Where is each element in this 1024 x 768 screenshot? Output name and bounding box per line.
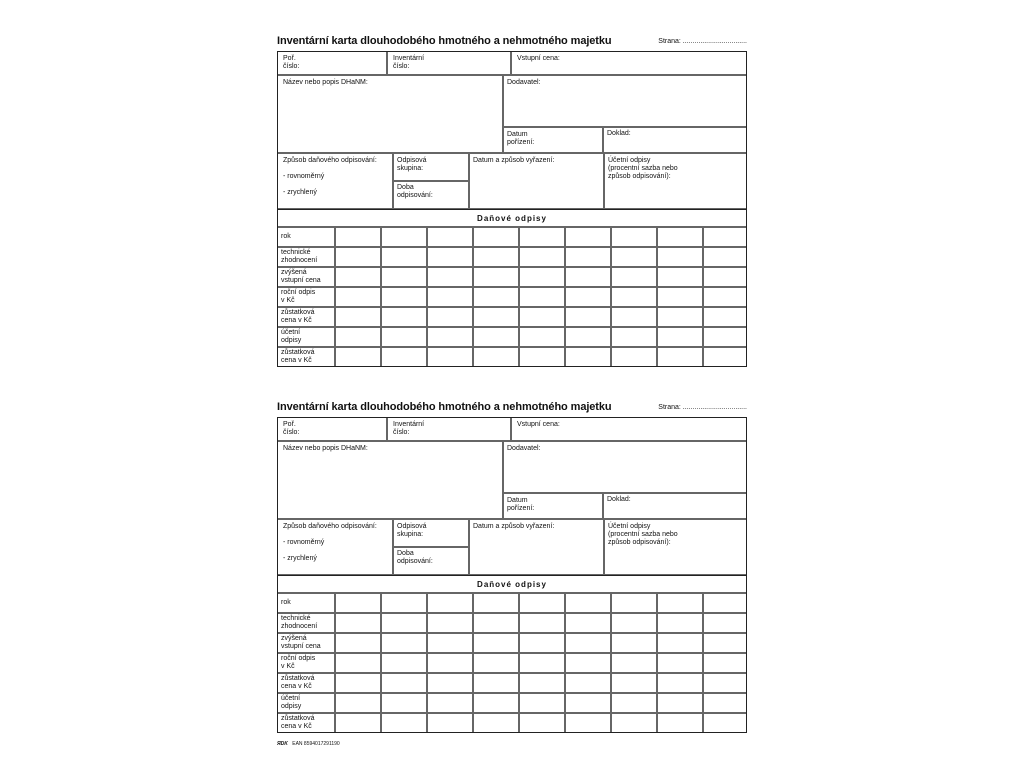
- grid-cell[interactable]: [335, 613, 381, 633]
- grid-cell[interactable]: [427, 247, 473, 267]
- grid-cell[interactable]: [657, 653, 703, 673]
- grid-cell[interactable]: [519, 347, 565, 367]
- grid-row-label: účetní odpisy: [281, 695, 302, 710]
- grid-cell[interactable]: [519, 593, 565, 613]
- grid-cell[interactable]: [611, 347, 657, 367]
- rovnomerny-option: - rovnoměrný: [283, 539, 325, 546]
- grid-cell[interactable]: [473, 247, 519, 267]
- ean-footer: [277, 741, 340, 747]
- grid-cell[interactable]: [519, 713, 565, 733]
- zrychleny-option: - zrychlený: [283, 555, 317, 562]
- page-number-field[interactable]: Strana: .................................: [658, 404, 747, 411]
- grid-cell[interactable]: [611, 327, 657, 347]
- doba-odpisovani-label: Doba odpisování:: [397, 184, 433, 199]
- grid-cell[interactable]: [565, 227, 611, 247]
- grid-cell[interactable]: [381, 653, 427, 673]
- grid-cell[interactable]: [473, 653, 519, 673]
- grid-cell[interactable]: [473, 307, 519, 327]
- grid-cell[interactable]: [473, 713, 519, 733]
- grid-cell[interactable]: [519, 613, 565, 633]
- grid-cell[interactable]: [565, 327, 611, 347]
- grid-cell[interactable]: [427, 593, 473, 613]
- grid-cell[interactable]: [335, 287, 381, 307]
- grid-cell[interactable]: [473, 287, 519, 307]
- grid-cell[interactable]: [335, 307, 381, 327]
- grid-cell[interactable]: [611, 307, 657, 327]
- grid-cell[interactable]: [473, 633, 519, 653]
- grid-row-label: zůstatková cena v Kč: [281, 309, 315, 324]
- grid-cell[interactable]: [657, 267, 703, 287]
- nazev-label: Název nebo popis DHaNM:: [283, 79, 368, 86]
- grid-row-label: zůstatková cena v Kč: [281, 349, 315, 364]
- grid-cell[interactable]: [657, 307, 703, 327]
- odpisova-skupina-label: Odpisová skupina:: [397, 523, 427, 538]
- publisher-logo: ЯDK: [277, 741, 288, 747]
- grid-cell[interactable]: [519, 633, 565, 653]
- grid-cell[interactable]: [703, 307, 747, 327]
- grid-cell[interactable]: [565, 347, 611, 367]
- page-number-field[interactable]: Strana: .................................: [658, 38, 747, 45]
- grid-cell[interactable]: [381, 247, 427, 267]
- ucetni-odpisy-label: Účetní odpisy (procentní sazba nebo způsob odpisování):: [608, 157, 678, 180]
- grid-cell[interactable]: [335, 227, 381, 247]
- grid-cell[interactable]: [703, 613, 747, 633]
- grid-row-label: zvýšená vstupní cena: [281, 635, 321, 650]
- grid-cell[interactable]: [473, 327, 519, 347]
- grid-cell[interactable]: [427, 307, 473, 327]
- grid-cell[interactable]: [519, 673, 565, 693]
- danove-odpisy-header: [277, 575, 747, 593]
- grid-cell[interactable]: [657, 287, 703, 307]
- grid-cell[interactable]: [381, 307, 427, 327]
- danove-odpisy-title: Daňové odpisy: [477, 580, 547, 589]
- grid-cell[interactable]: [473, 267, 519, 287]
- inventarni-cislo-label: Inventární číslo:: [393, 421, 425, 436]
- nazev-label: Název nebo popis DHaNM:: [283, 445, 368, 452]
- datum-vyrazeni-label: Datum a způsob vyřazení:: [473, 157, 555, 164]
- grid-cell[interactable]: [565, 713, 611, 733]
- grid-cell[interactable]: [381, 613, 427, 633]
- grid-cell[interactable]: [473, 227, 519, 247]
- grid-cell[interactable]: [657, 247, 703, 267]
- grid-cell[interactable]: [335, 693, 381, 713]
- doba-odpisovani-label: Doba odpisování:: [397, 550, 433, 565]
- grid-row-label: účetní odpisy: [281, 329, 302, 344]
- grid-cell[interactable]: [427, 673, 473, 693]
- grid-row-label: zůstatková cena v Kč: [281, 715, 315, 730]
- grid-cell[interactable]: [703, 693, 747, 713]
- grid-row-label: technické zhodnocení: [281, 615, 318, 630]
- inventarni-cislo-label: Inventární číslo:: [393, 55, 425, 70]
- grid-cell[interactable]: [519, 327, 565, 347]
- grid-cell[interactable]: [565, 653, 611, 673]
- grid-cell[interactable]: [335, 633, 381, 653]
- grid-cell[interactable]: [427, 267, 473, 287]
- grid-cell[interactable]: [703, 347, 747, 367]
- card-header: [277, 401, 747, 416]
- grid-row-label: roční odpis v Kč: [281, 655, 316, 670]
- grid-cell[interactable]: [657, 693, 703, 713]
- grid-cell[interactable]: [565, 633, 611, 653]
- grid-cell[interactable]: [519, 653, 565, 673]
- grid-cell[interactable]: [519, 287, 565, 307]
- grid-cell[interactable]: [335, 327, 381, 347]
- grid-cell[interactable]: [473, 347, 519, 367]
- grid-cell[interactable]: [703, 673, 747, 693]
- ean-code: EAN 8594017291190: [292, 741, 340, 747]
- grid-cell[interactable]: [657, 227, 703, 247]
- grid-cell[interactable]: [611, 673, 657, 693]
- grid-cell[interactable]: [427, 327, 473, 347]
- grid-cell[interactable]: [473, 673, 519, 693]
- grid-cell[interactable]: [611, 713, 657, 733]
- card-title: Inventární karta dlouhodobého hmotného a nehmotného majetku: [277, 401, 612, 413]
- vstupni-cena-label: Vstupní cena:: [517, 55, 560, 62]
- grid-cell[interactable]: [611, 267, 657, 287]
- grid-cell[interactable]: [335, 713, 381, 733]
- dodavatel-label: Dodavatel:: [507, 79, 541, 86]
- grid-cell[interactable]: [703, 593, 747, 613]
- grid-cell[interactable]: [611, 693, 657, 713]
- grid-cell[interactable]: [703, 633, 747, 653]
- dodavatel-label: Dodavatel:: [507, 445, 541, 452]
- grid-cell[interactable]: [381, 593, 427, 613]
- grid-cell[interactable]: [611, 227, 657, 247]
- grid-cell[interactable]: [611, 653, 657, 673]
- grid-row-label: rok: [281, 599, 291, 606]
- grid-row-label: rok: [281, 233, 291, 240]
- datum-porizeni-label: Datum pořízení:: [507, 131, 535, 146]
- grid-cell[interactable]: [565, 673, 611, 693]
- grid-cell[interactable]: [519, 227, 565, 247]
- inventory-card-top: [277, 35, 747, 367]
- grid-cell[interactable]: [703, 327, 747, 347]
- grid-cell[interactable]: [381, 713, 427, 733]
- card-title: Inventární karta dlouhodobého hmotného a nehmotného majetku: [277, 35, 612, 47]
- grid-cell[interactable]: [611, 613, 657, 633]
- grid-cell[interactable]: [611, 593, 657, 613]
- zrychleny-option: - zrychlený: [283, 189, 317, 196]
- grid-cell[interactable]: [565, 247, 611, 267]
- card-header: [277, 35, 747, 50]
- rovnomerny-option: - rovnoměrný: [283, 173, 325, 180]
- grid-row-label: zvýšená vstupní cena: [281, 269, 321, 284]
- grid-cell[interactable]: [703, 247, 747, 267]
- grid-cell[interactable]: [427, 227, 473, 247]
- doklad-label: Doklad:: [607, 130, 631, 137]
- grid-cell[interactable]: [519, 693, 565, 713]
- grid-cell[interactable]: [565, 593, 611, 613]
- grid-cell[interactable]: [381, 227, 427, 247]
- grid-cell[interactable]: [657, 347, 703, 367]
- grid-cell[interactable]: [335, 593, 381, 613]
- grid-row-label: zůstatková cena v Kč: [281, 675, 315, 690]
- grid-cell[interactable]: [335, 267, 381, 287]
- grid-cell[interactable]: [703, 287, 747, 307]
- grid-cell[interactable]: [565, 613, 611, 633]
- grid-cell[interactable]: [703, 267, 747, 287]
- grid-cell[interactable]: [565, 287, 611, 307]
- grid-cell[interactable]: [335, 673, 381, 693]
- por-cislo-label: Poř. číslo:: [283, 421, 300, 436]
- grid-cell[interactable]: [427, 347, 473, 367]
- grid-cell[interactable]: [335, 247, 381, 267]
- grid-cell[interactable]: [565, 307, 611, 327]
- grid-cell[interactable]: [565, 693, 611, 713]
- grid-cell[interactable]: [703, 227, 747, 247]
- grid-cell[interactable]: [335, 653, 381, 673]
- grid-cell[interactable]: [657, 673, 703, 693]
- grid-cell[interactable]: [381, 327, 427, 347]
- grid-cell[interactable]: [427, 693, 473, 713]
- grid-cell[interactable]: [657, 633, 703, 653]
- odpisova-skupina-label: Odpisová skupina:: [397, 157, 427, 172]
- card-form: [277, 417, 747, 733]
- grid-cell[interactable]: [427, 613, 473, 633]
- grid-cell[interactable]: [611, 287, 657, 307]
- grid-row-label: roční odpis v Kč: [281, 289, 316, 304]
- grid-cell[interactable]: [427, 653, 473, 673]
- grid-cell[interactable]: [657, 327, 703, 347]
- grid-cell[interactable]: [519, 267, 565, 287]
- por-cislo-label: Poř. číslo:: [283, 55, 300, 70]
- inventory-card-bottom: [277, 401, 747, 733]
- grid-cell[interactable]: [657, 713, 703, 733]
- grid-cell[interactable]: [703, 713, 747, 733]
- card-form: [277, 51, 747, 367]
- grid-cell[interactable]: [519, 307, 565, 327]
- grid-cell[interactable]: [657, 593, 703, 613]
- grid-row-label: technické zhodnocení: [281, 249, 318, 264]
- grid-cell[interactable]: [381, 267, 427, 287]
- grid-cell[interactable]: [703, 653, 747, 673]
- grid-cell[interactable]: [381, 287, 427, 307]
- grid-cell[interactable]: [381, 673, 427, 693]
- danove-odpisy-title: Daňové odpisy: [477, 214, 547, 223]
- grid-cell[interactable]: [381, 347, 427, 367]
- grid-cell[interactable]: [611, 247, 657, 267]
- grid-cell[interactable]: [427, 713, 473, 733]
- grid-cell[interactable]: [611, 633, 657, 653]
- grid-cell[interactable]: [519, 247, 565, 267]
- datum-porizeni-label: Datum pořízení:: [507, 497, 535, 512]
- grid-cell[interactable]: [473, 613, 519, 633]
- zpusob-odpisovani-label: Způsob daňového odpisování:: [283, 523, 377, 530]
- datum-vyrazeni-label: Datum a způsob vyřazení:: [473, 523, 555, 530]
- vstupni-cena-label: Vstupní cena:: [517, 421, 560, 428]
- grid-cell[interactable]: [427, 287, 473, 307]
- zpusob-odpisovani-label: Způsob daňového odpisování:: [283, 157, 377, 164]
- doklad-label: Doklad:: [607, 496, 631, 503]
- danove-odpisy-header: [277, 209, 747, 227]
- grid-cell[interactable]: [657, 613, 703, 633]
- grid-cell[interactable]: [427, 633, 473, 653]
- grid-cell[interactable]: [473, 593, 519, 613]
- grid-cell[interactable]: [381, 693, 427, 713]
- grid-cell[interactable]: [335, 347, 381, 367]
- ucetni-odpisy-label: Účetní odpisy (procentní sazba nebo způsob odpisování):: [608, 523, 678, 546]
- grid-cell[interactable]: [473, 693, 519, 713]
- grid-cell[interactable]: [565, 267, 611, 287]
- grid-cell[interactable]: [381, 633, 427, 653]
